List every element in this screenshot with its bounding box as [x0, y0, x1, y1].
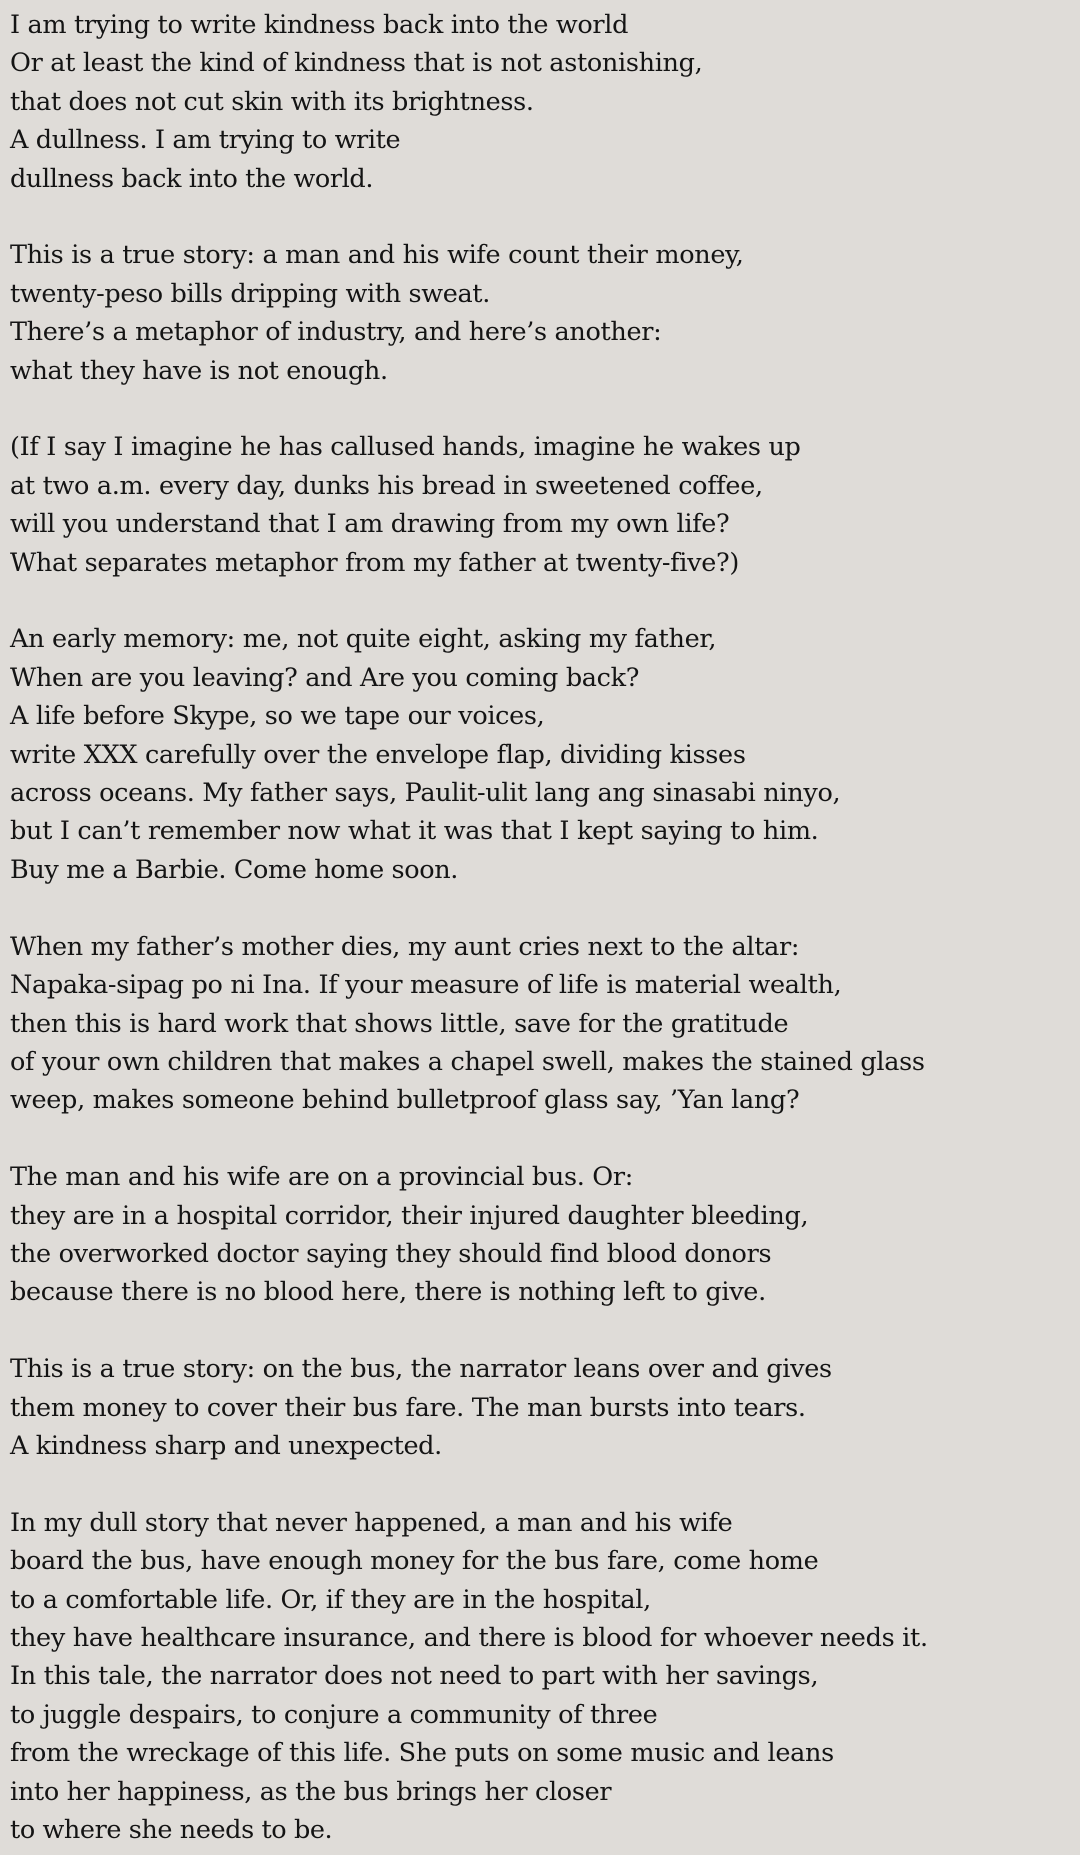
poem-line: will you understand that I am drawing from my own life? — [10, 509, 730, 540]
stanza-4 — [10, 620, 1080, 889]
poem-line: (If I say I imagine he has callused hands, imagine he wakes up — [10, 432, 801, 463]
poem-line: dullness back into the world. — [10, 163, 374, 194]
poem-line: to juggle despairs, to conjure a community of three — [10, 1699, 658, 1730]
poem-line: to where she needs to be. — [10, 1814, 333, 1845]
poem-line: board the bus, have enough money for the bus fare, come home — [10, 1546, 819, 1577]
stanza-7 — [10, 1350, 1080, 1465]
poem-line: to a comfortable life. Or, if they are in the hospital, — [10, 1584, 651, 1615]
stanza-3 — [10, 428, 1080, 582]
poem-line: When my father’s mother dies, my aunt cries next to the altar: — [10, 931, 800, 962]
poem-line: There’s a metaphor of industry, and here’s another: — [10, 317, 662, 348]
poem-line: The man and his wife are on a provincial bus. Or: — [10, 1162, 633, 1193]
stanza-2 — [10, 236, 1080, 390]
poem-line: In my dull story that never happened, a man and his wife — [10, 1507, 733, 1538]
poem-line: because there is no blood here, there is nothing left to give. — [10, 1277, 766, 1308]
poem-line: weep, makes someone behind bulletproof glass say, ’Yan lang? — [10, 1085, 800, 1116]
poem-line: twenty-peso bills dripping with sweat. — [10, 278, 490, 309]
stanza-6 — [10, 1158, 1080, 1312]
poem-line: them money to cover their bus fare. The man bursts into tears. — [10, 1392, 806, 1423]
stanza-8 — [10, 1504, 1080, 1850]
poem-line: What separates metaphor from my father at twenty-five?) — [10, 547, 739, 578]
poem-line: Or at least the kind of kindness that is not astonishing, — [10, 48, 703, 79]
poem-line: A kindness sharp and unexpected. — [10, 1430, 442, 1461]
poem-line: at two a.m. every day, dunks his bread in sweetened coffee, — [10, 470, 763, 501]
poem-line: but I can’t remember now what it was that I kept saying to him. — [10, 816, 819, 847]
poem-line: they are in a hospital corridor, their injured daughter bleeding, — [10, 1200, 809, 1231]
poem-line: Napaka-sipag po ni Ina. If your measure of life is material wealth, — [10, 970, 842, 1001]
poem-line: across oceans. My father says, Paulit-ulit lang ang sinasabi ninyo, — [10, 778, 841, 809]
poem-line: write XXX carefully over the envelope flap, dividing kisses — [10, 739, 746, 770]
poem-line: This is a true story: a man and his wife count their money, — [10, 240, 744, 271]
stanza-1 — [10, 6, 1080, 198]
poem-line: An early memory: me, not quite eight, asking my father, — [10, 624, 717, 655]
poem-line: what they have is not enough. — [10, 355, 388, 386]
poem-line: When are you leaving? and Are you coming back? — [10, 662, 640, 693]
poem-line: from the wreckage of this life. She puts on some music and leans — [10, 1738, 834, 1769]
poem-line: the overworked doctor saying they should find blood donors — [10, 1238, 772, 1269]
poem-line: that does not cut skin with its brightness. — [10, 86, 534, 117]
poem-line: they have healthcare insurance, and there is blood for whoever needs it. — [10, 1622, 928, 1653]
poem-line: I am trying to write kindness back into the world — [10, 10, 629, 40]
poem-line: A life before Skype, so we tape our voices, — [10, 701, 545, 732]
poem-line: then this is hard work that shows little, save for the gratitude — [10, 1008, 789, 1039]
poem-line: into her happiness, as the bus brings her closer — [10, 1776, 612, 1807]
poem-line: In this tale, the narrator does not need to part with her savings, — [10, 1661, 819, 1692]
poem-line: This is a true story: on the bus, the narrator leans over and gives — [10, 1354, 832, 1385]
stanza-5 — [10, 928, 1080, 1120]
poem-line: A dullness. I am trying to write — [10, 125, 401, 156]
poem-line: of your own children that makes a chapel swell, makes the stained glass — [10, 1046, 925, 1077]
poem-line: Buy me a Barbie. Come home soon. — [10, 854, 458, 885]
